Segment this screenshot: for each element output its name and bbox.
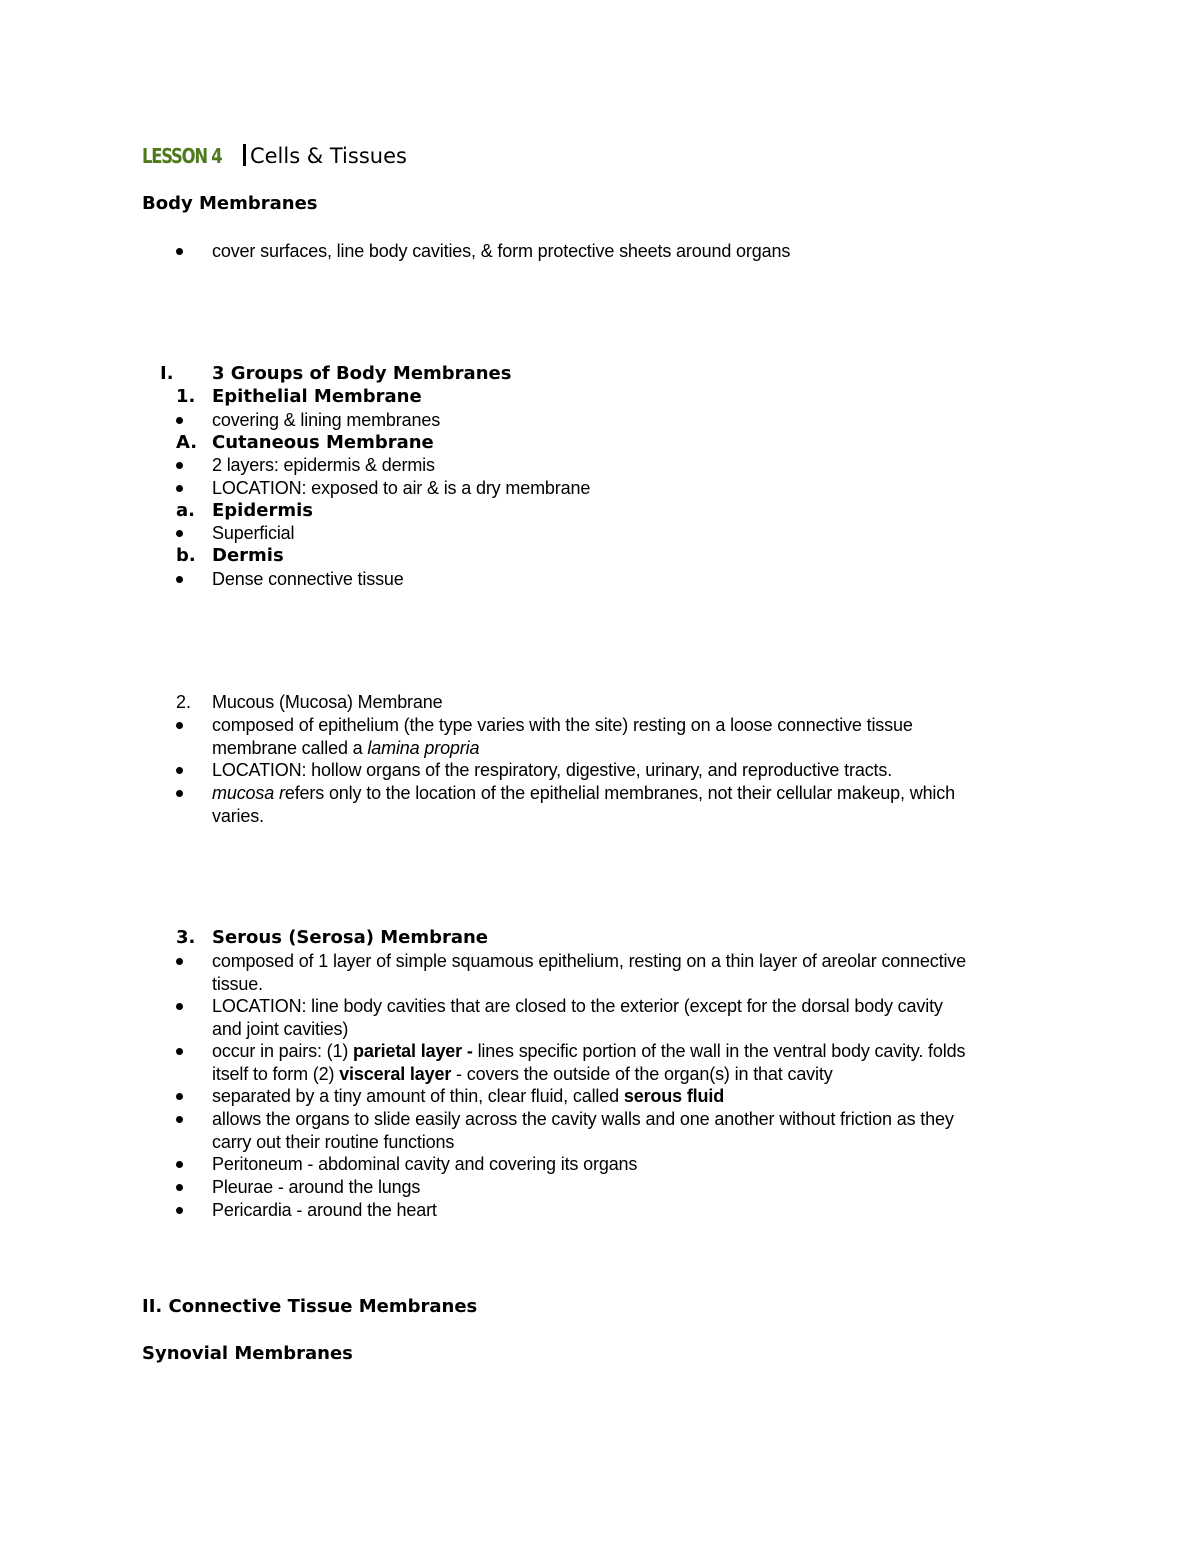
- list-number: 3.: [176, 927, 196, 948]
- list-letter: A.: [176, 432, 198, 453]
- bullet: [176, 248, 183, 255]
- bullet: [176, 462, 183, 469]
- list-item: Peritoneum - abdominal cavity and covering its organs: [212, 1154, 638, 1174]
- italic-term: mucosa r: [212, 783, 285, 803]
- bullet: [176, 576, 183, 583]
- bullet: [176, 767, 183, 774]
- bullet: [176, 1048, 183, 1055]
- text-run: occur in pairs: (1): [212, 1041, 354, 1061]
- italic-term: lamina propria: [367, 738, 480, 758]
- synovial-heading: Synovial Membranes: [142, 1343, 353, 1364]
- epidermis-heading: Epidermis: [212, 500, 313, 521]
- list-letter: a.: [176, 500, 195, 521]
- text-run: efers only to the location of the epithelial membranes, not their cellular makeup, which: [284, 783, 955, 803]
- serous-heading: Serous (Serosa) Membrane: [212, 927, 489, 948]
- bullet: [176, 790, 183, 797]
- bullet: [176, 958, 183, 965]
- bullet: [176, 1093, 183, 1100]
- list-item: composed of 1 layer of simple squamous epithelium, resting on a thin layer of areolar connective: [212, 951, 967, 971]
- section-numeral: I.: [160, 363, 174, 384]
- list-item: [212, 1086, 724, 1107]
- text-run: itself to form (2): [212, 1064, 340, 1084]
- list-item: Pleurae - around the lungs: [212, 1177, 421, 1197]
- section-heading-text: Connective Tissue Membranes: [168, 1296, 478, 1317]
- intro-bullet-text: cover surfaces, line body cavities, & form protective sheets around organs: [212, 241, 791, 261]
- list-item: LOCATION: line body cavities that are closed to the exterior (except for the dorsal body cavity: [212, 996, 943, 1016]
- list-letter: b.: [176, 545, 196, 566]
- bold-term: parietal layer -: [353, 1041, 473, 1061]
- list-number: 2.: [176, 692, 192, 712]
- list-item-continuation: varies.: [212, 806, 264, 826]
- section-heading: 3 Groups of Body Membranes: [212, 363, 512, 384]
- list-item: LOCATION: hollow organs of the respiratory, digestive, urinary, and reproductive tracts.: [212, 760, 893, 780]
- bullet: [176, 1184, 183, 1191]
- list-item: Pericardia - around the heart: [212, 1200, 437, 1220]
- text-run: membrane called a: [212, 738, 368, 758]
- bullet: [176, 485, 183, 492]
- dermis-heading: Dermis: [212, 545, 284, 566]
- bullet: [176, 1003, 183, 1010]
- list-item: Superficial: [212, 523, 295, 543]
- list-item: composed of epithelium (the type varies with the site) resting on a loose connective tissue: [212, 715, 913, 735]
- list-item: LOCATION: exposed to air & is a dry membrane: [212, 478, 591, 498]
- title-separator: [243, 144, 246, 166]
- list-item-continuation: tissue.: [212, 974, 263, 994]
- bullet: [176, 722, 183, 729]
- mucous-heading: Mucous (Mucosa) Membrane: [212, 692, 443, 712]
- list-item: [212, 1041, 965, 1062]
- lesson-topic: Cells & Tissues: [249, 144, 407, 168]
- text-run: lines specific portion of the wall in the ventral body cavity. folds: [472, 1041, 966, 1061]
- section-numeral: II.: [142, 1296, 163, 1317]
- list-item: [212, 783, 955, 804]
- list-number: 1.: [176, 386, 196, 407]
- section-2-heading: [142, 1296, 477, 1317]
- epithelial-heading: Epithelial Membrane: [212, 386, 422, 407]
- list-item: Dense connective tissue: [212, 569, 404, 589]
- list-item: covering & lining membranes: [212, 410, 441, 430]
- text-run: - covers the outside of the organ(s) in that cavity: [451, 1064, 833, 1084]
- bullet: [176, 1161, 183, 1168]
- list-item-continuation: carry out their routine functions: [212, 1132, 455, 1152]
- text-run: separated by a tiny amount of thin, clear fluid, called: [212, 1086, 624, 1106]
- list-item-continuation: [212, 738, 479, 759]
- lesson-label: LESSON 4: [142, 144, 222, 168]
- bullet: [176, 417, 183, 424]
- body-membranes-heading: Body Membranes: [142, 193, 318, 214]
- bullet: [176, 530, 183, 537]
- bullet: [176, 1207, 183, 1214]
- list-item-continuation: [212, 1064, 833, 1085]
- list-item: 2 layers: epidermis & dermis: [212, 455, 435, 475]
- list-item: allows the organs to slide easily across the cavity walls and one another without friction as they: [212, 1109, 954, 1129]
- bullet: [176, 1116, 183, 1123]
- list-item-continuation: and joint cavities): [212, 1019, 349, 1039]
- cutaneous-heading: Cutaneous Membrane: [212, 432, 434, 453]
- bold-term: serous fluid: [623, 1086, 725, 1106]
- bold-term: visceral layer: [339, 1064, 452, 1084]
- page-title: [142, 143, 407, 169]
